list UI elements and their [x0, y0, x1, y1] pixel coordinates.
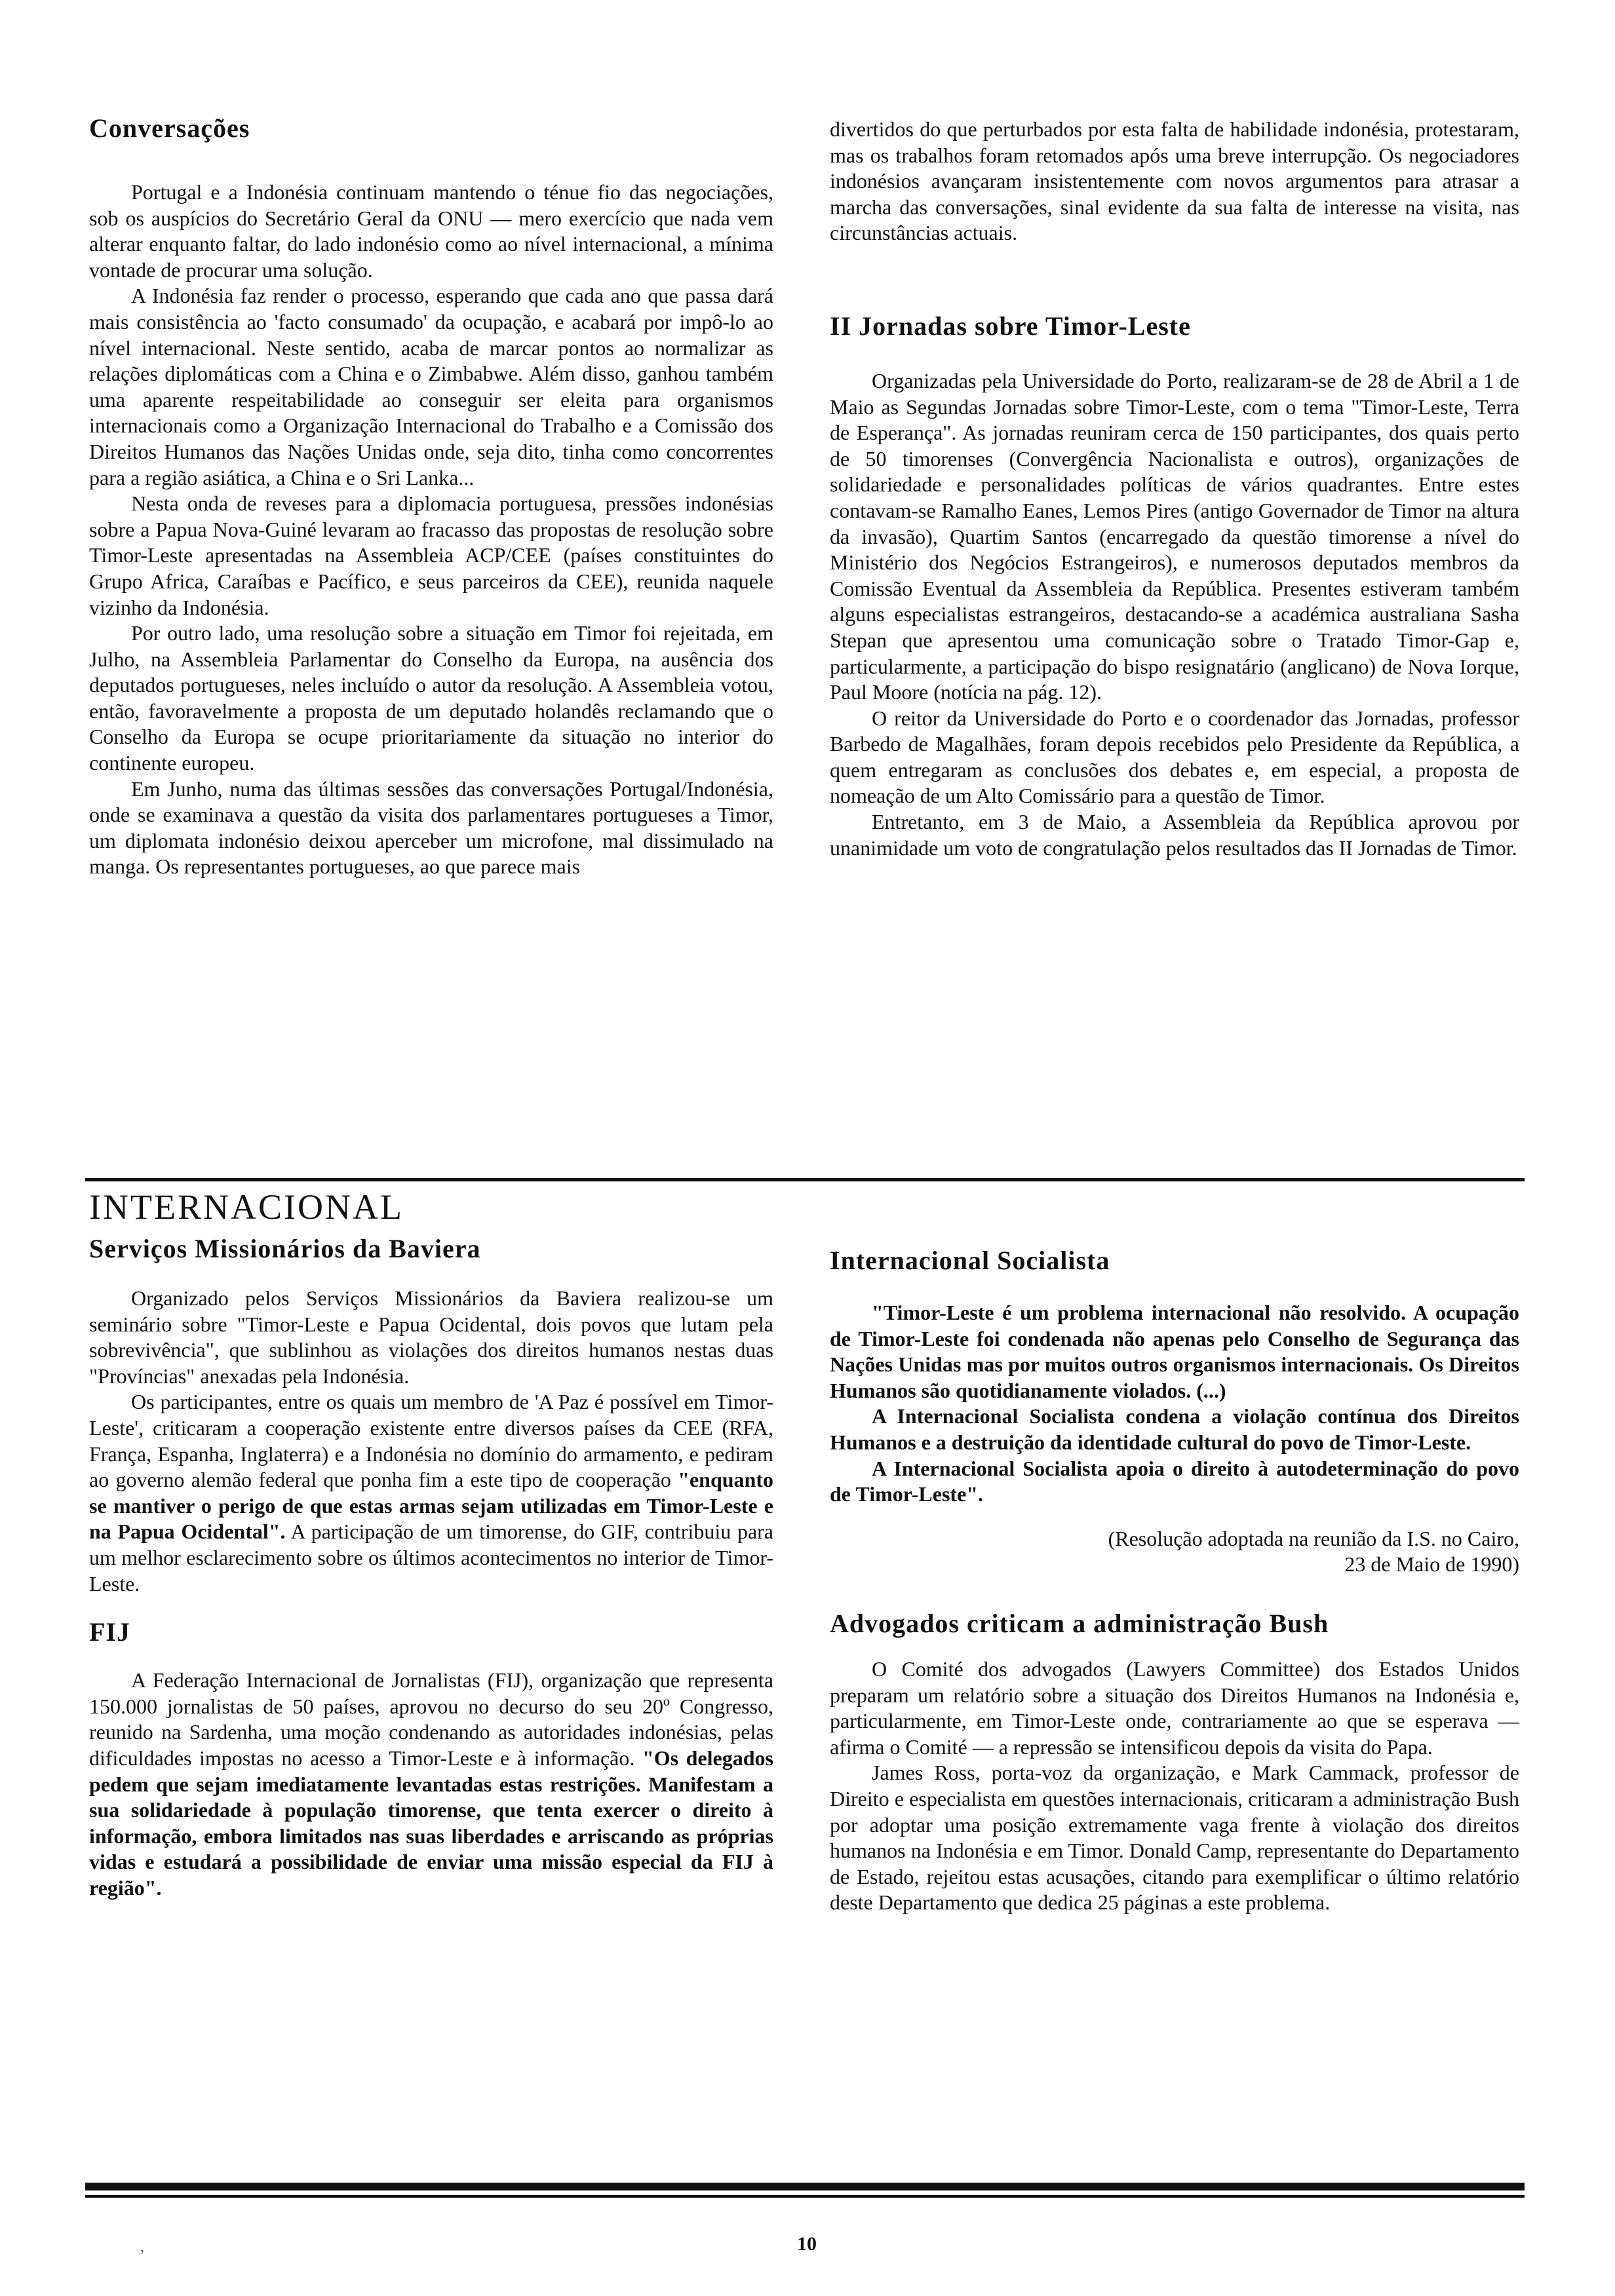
paragraph: Organizado pelos Serviços Missionários da Baviera realizou-se um seminário sobre "Timor-Leste e Papua Ocidental, dois povos que lutam pela sobrevivência", que sublinhou as violações dos direitos humanos nestas duas "Províncias" anexadas pela Indonésia.	[89, 1286, 773, 1388]
attribution	[830, 1526, 1519, 1578]
attribution-line: 23 de Maio de 1990)	[1344, 1552, 1519, 1577]
heading-conversacoes: Conversações	[89, 113, 250, 143]
page-number: 10	[797, 2233, 817, 2255]
paragraph: O Comité dos advogados (Lawyers Committee) dos Estados Unidos preparam um relatório sobre a situação dos Direitos Humanos na Indonésia e, particularmente, em Timor-Leste onde, contrariamente ao que se esperava — afirma o Comité — a repressão se intensificou depois da visita do Papa.	[830, 1656, 1519, 1759]
paragraph: James Ross, porta-voz da organização, e Mark Cammack, professor de Direito e especialista em questões internacionais, criticaram a administração Bush por adoptar uma posição extremamente vaga frente à violação dos direitos humanos na Indonésia e em Timor. Donald Camp, representante do Departamento de Estado, rejeitou estas acusações, citando para exemplificar o último relatório deste Departamento que dedica 25 páginas a este problema.	[830, 1761, 1519, 1915]
paragraph: O reitor da Universidade do Porto e o coordenador das Jornadas, professor Barbedo de Magalhães, foram depois recebidos pelo Presidente da República, a quem entregaram as conclusões dos debates e, em especial, a proposta de nomeação de um Alto Comissário para a questão de Timor.	[830, 706, 1519, 808]
heading-internacional-socialista: Internacional Socialista	[830, 1246, 1110, 1275]
paragraph: Por outro lado, uma resolução sobre a situação em Timor foi rejeitada, em Julho, na Assembleia Parlamentar do Conselho da Europa, na ausência dos deputados portugueses, neles incluído o autor da resolução. A Assembleia votou, então, favoravelmente a proposta de um deputado holandês reclamando que o Conselho da Europa se ocupe prioritariamente da situação no interior do continente europeu.	[89, 621, 773, 775]
paragraph: Organizadas pela Universidade do Porto, realizaram-se de 28 de Abril a 1 de Maio as Segundas Jornadas sobre Timor-Leste, com o tema "Timor-Leste, Terra de Esperança". As jornadas reuniram cerca de 150 participantes, dos quais perto de 50 timorenses (Convergência Nacionalista e outros), organizações de solidariedade e personalidades políticas de vários quadrantes. Entre estes contavam-se Ramalho Eanes, Lemos Pires (antigo Governador de Timor na altura da invasão), Quartim Santos (encarregado da questão timorense a nível do Ministério dos Negócios Estrangeiros), e numerosos deputados membros da Comissão Eventual da Assembleia da República. Presentes estiveram também alguns especialistas estrangeiros, destacando-se a académica australiana Sasha Stepan que apresentou uma comunicação sobre o Tratado Timor-Gap e, particularmente, a participação do bispo resignatário (anglicano) de Nova Iorque, Paul Moore (notícia na pág. 12).	[830, 368, 1519, 704]
footer-rule-thick	[85, 2183, 1525, 2191]
continuation-paragraph: divertidos do que perturbados por esta falta de habilidade indonésia, protestaram, mas os trabalhos foram retomados após uma breve interrupção. Os negociadores indonésios avançaram insistentemente com novos argumentos para atrasar a marcha das conversações, sinal evidente da sua falta de interesse na visita, nas circunstâncias actuais.	[830, 117, 1519, 245]
heading-jornadas: II Jornadas sobre Timor-Leste	[830, 311, 1191, 341]
section-divider-rule	[85, 1178, 1525, 1181]
paragraph	[89, 1389, 773, 1597]
column-top-left	[89, 111, 773, 880]
heading-advogados: Advogados criticam a administração Bush	[830, 1608, 1329, 1638]
column-bottom-left	[89, 1232, 773, 1901]
heading-fij: FIJ	[89, 1617, 130, 1647]
paragraph: Entretanto, em 3 de Maio, a Assembleia da República aprovou por unanimidade um voto de congratulação pelos resultados das II Jornadas de Timor.	[830, 810, 1519, 860]
paragraph: Em Junho, numa das últimas sessões das conversações Portugal/Indonésia, onde se examinava a questão da visita dos parlamentares portugueses a Timor, um diplomata indonésio deixou aperceber um microfone, mal dissimulado na manga. Os representantes portugueses, ao que parece mais	[89, 776, 773, 879]
section-banner: INTERNACIONAL	[89, 1187, 404, 1227]
text-run: A Federação Internacional de Jornalistas (FIJ), organização que representa 150.000 jornalistas de 50 países, aprovou no decurso do seu 20º Congresso, reunido na Sardenha, uma moção condenando as autoridades indonésias, pelas dificuldades impostas no acesso a Timor-Leste e à informação.	[89, 1668, 773, 1770]
footer-rule-thin	[85, 2195, 1525, 2198]
text-run: A participação de um timorense, do GIF, contribuiu para um melhor esclarecimento sobre os últimos acontecimentos no interior de Timor-Leste.	[89, 1520, 774, 1596]
paragraph: A Indonésia faz render o processo, esperando que cada ano que passa dará mais consistência ao 'facto consumado' da ocupação, e acabará por impô-lo ao nível internacional. Neste sentido, acaba de marcar pontos ao normalizar as relações diplomáticas com a China e o Zimbabwe. Além disso, ganhou também uma aparente respeitabilidade ao conseguir ser eleita para organismos internacionais como a Organização Internacional do Trabalho e a Comissão dos Direitos Humanos das Nações Unidas onde, seja dito, tinha como concorrentes para a região asiática, a China e o Sri Lanka...	[89, 284, 773, 489]
margin-mark: ,	[140, 2238, 144, 2255]
quote-paragraph: "Timor-Leste é um problema internacional não resolvido. A ocupação de Timor-Leste foi condenada não apenas pelo Conselho de Segurança das Nações Unidas mas por muitos outros organismos internacionais. Os Direitos Humanos são quotidianamente violados. (...)	[830, 1301, 1519, 1402]
column-top-right	[830, 117, 1519, 861]
text-run: Os participantes, entre os quais um membro de 'A Paz é possível em Timor-Leste', criticaram a cooperação existente entre diversos países da CEE (RFA, França, Espanha, Inglaterra) e a Indonésia no domínio do armamento, e pediram ao governo alemão federal que ponha fim a este tipo de cooperação	[89, 1390, 773, 1492]
paragraph: Nesta onda de reveses para a diplomacia portuguesa, pressões indonésias sobre a Papua Nova-Guiné levaram ao fracasso das propostas de resolução sobre Timor-Leste apresentadas na Assembleia ACP/CEE (países constituintes do Grupo Africa, Caraíbas e Pacífico, e seus parceiros da CEE), reunida naquele vizinho da Indonésia.	[89, 491, 773, 619]
bold-quote: "Os delegados pedem que sejam imediatamente levantadas estas restrições. Manifestam a sua solidariedade à população timorense, que tenta exercer o direito à informação, embora limitados nas suas liberdades e arriscando as próprias vidas e estudará a possibilidade de enviar uma missão especial da FIJ à região".	[89, 1746, 774, 1900]
paragraph: Portugal e a Indonésia continuam mantendo o ténue fio das negociações, sob os auspícios do Secretário Geral da ONU — mero exercício que nada vem alterar enquanto faltar, do lado indonésio como ao nível internacional, a mínima vontade de procurar uma solução.	[89, 180, 773, 282]
bold-quote: "enquanto se mantiver o perigo de que estas armas sejam utilizadas em Timor-Leste e na Papua Ocidental".	[89, 1468, 773, 1544]
heading-baviera: Serviços Missionários da Baviera	[89, 1234, 481, 1263]
attribution-line: (Resolução adoptada na reunião da I.S. no Cairo,	[1108, 1526, 1519, 1550]
paragraph	[89, 1668, 773, 1901]
quote-paragraph: A Internacional Socialista condena a violação contínua dos Direitos Humanos e a destruição da identidade cultural do povo de Timor-Leste.	[830, 1404, 1519, 1454]
column-bottom-right	[830, 1244, 1519, 1916]
quote-paragraph: A Internacional Socialista apoia o direito à autodeterminação do povo de Timor-Leste".	[830, 1456, 1519, 1506]
